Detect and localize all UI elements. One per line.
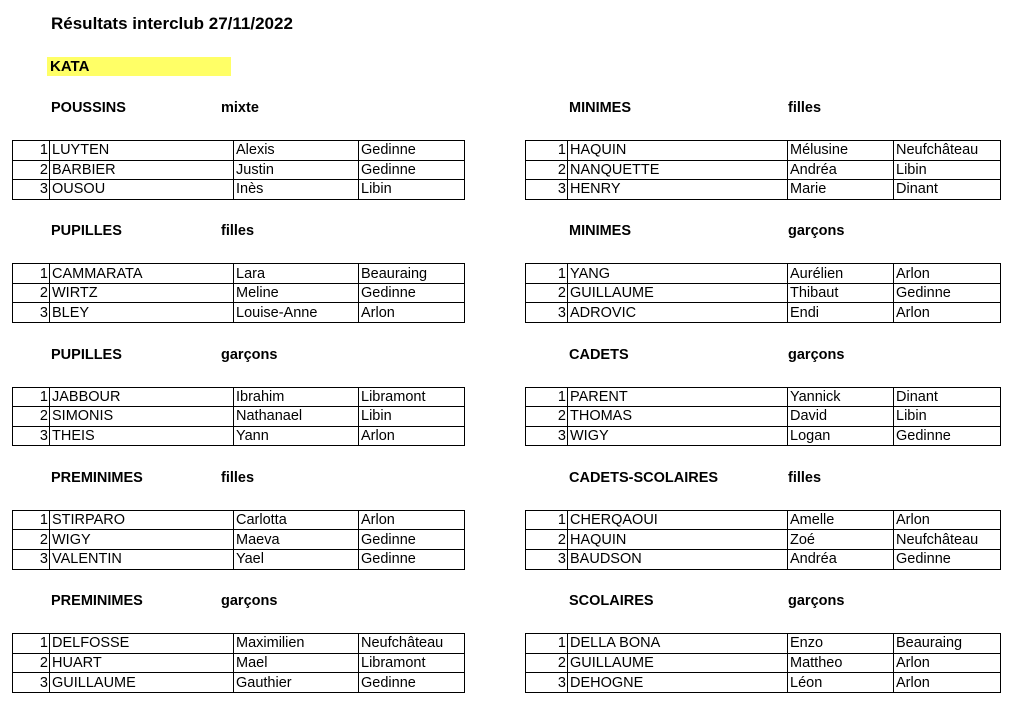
club-cell: Beauraing	[359, 264, 465, 284]
first-name-cell: Endi	[788, 303, 894, 323]
results-section	[12, 223, 492, 346]
last-name-cell: GUILLAUME	[50, 673, 234, 693]
club-cell: Arlon	[894, 653, 1001, 673]
rank-cell: 1	[526, 634, 568, 654]
first-name-cell: Logan	[788, 426, 894, 446]
right-column	[525, 100, 1005, 716]
last-name-cell: BLEY	[50, 303, 234, 323]
page-title: Résultats interclub 27/11/2022	[51, 14, 293, 33]
rank-cell: 2	[526, 283, 568, 303]
section-category: MINIMES	[569, 100, 632, 116]
club-cell: Gedinne	[894, 283, 1001, 303]
rank-cell: 1	[526, 387, 568, 407]
table-row	[13, 180, 465, 200]
last-name-cell: ADROVIC	[568, 303, 788, 323]
results-section	[525, 347, 1005, 470]
club-cell: Gedinne	[359, 673, 465, 693]
first-name-cell: Mattheo	[788, 653, 894, 673]
table-row	[13, 141, 465, 161]
table-row	[13, 550, 465, 570]
section-category: MINIMES	[569, 223, 632, 240]
first-name-cell: Yann	[234, 426, 359, 446]
results-section	[525, 470, 1005, 593]
table-row	[526, 283, 1001, 303]
section-group: garçons	[788, 593, 845, 610]
club-cell: Gedinne	[359, 283, 465, 303]
last-name-cell: PARENT	[568, 387, 788, 407]
table-row	[13, 653, 465, 673]
club-cell: Libin	[359, 180, 465, 200]
table-row	[13, 426, 465, 446]
club-cell: Dinant	[894, 180, 1001, 200]
first-name-cell: Zoé	[788, 530, 894, 550]
rank-cell: 3	[526, 180, 568, 200]
rank-cell: 1	[13, 387, 50, 407]
club-cell: Libin	[894, 160, 1001, 180]
table-row	[526, 407, 1001, 427]
first-name-cell: Maximilien	[234, 634, 359, 654]
first-name-cell: Justin	[234, 160, 359, 180]
first-name-cell: Lara	[234, 264, 359, 284]
rank-cell: 1	[526, 264, 568, 284]
last-name-cell: WIRTZ	[50, 283, 234, 303]
last-name-cell: THOMAS	[568, 407, 788, 427]
rank-cell: 3	[13, 180, 50, 200]
table-row	[13, 283, 465, 303]
last-name-cell: CHERQAOUI	[568, 510, 788, 530]
first-name-cell: Maeva	[234, 530, 359, 550]
club-cell: Gedinne	[359, 530, 465, 550]
table-row	[526, 634, 1001, 654]
rank-cell: 2	[526, 530, 568, 550]
club-cell: Arlon	[359, 303, 465, 323]
first-name-cell: Ibrahim	[234, 387, 359, 407]
first-name-cell: Aurélien	[788, 264, 894, 284]
rank-cell: 2	[13, 160, 50, 180]
first-name-cell: Amelle	[788, 510, 894, 530]
last-name-cell: HUART	[50, 653, 234, 673]
last-name-cell: GUILLAUME	[568, 653, 788, 673]
last-name-cell: HAQUIN	[568, 530, 788, 550]
section-category: CADETS-SCOLAIRES	[569, 469, 719, 486]
results-section	[525, 593, 1005, 716]
rank-cell: 1	[13, 141, 50, 161]
table-row	[13, 387, 465, 407]
rank-cell: 2	[526, 407, 568, 427]
table-row	[526, 303, 1001, 323]
rank-cell: 3	[13, 426, 50, 446]
results-table	[525, 263, 1001, 323]
club-cell: Dinant	[894, 387, 1001, 407]
last-name-cell: VALENTIN	[50, 550, 234, 570]
first-name-cell: Thibaut	[788, 283, 894, 303]
table-row	[526, 530, 1001, 550]
rank-cell: 2	[13, 530, 50, 550]
last-name-cell: HAQUIN	[568, 141, 788, 161]
last-name-cell: LUYTEN	[50, 141, 234, 161]
club-cell: Arlon	[359, 510, 465, 530]
last-name-cell: BAUDSON	[568, 550, 788, 570]
results-section	[525, 100, 1005, 223]
last-name-cell: NANQUETTE	[568, 160, 788, 180]
last-name-cell: CAMMARATA	[50, 264, 234, 284]
table-row	[13, 264, 465, 284]
table-row	[526, 550, 1001, 570]
section-group: filles	[788, 100, 822, 116]
rank-cell: 3	[526, 426, 568, 446]
first-name-cell: Yannick	[788, 387, 894, 407]
last-name-cell: BARBIER	[50, 160, 234, 180]
club-cell: Arlon	[894, 673, 1001, 693]
results-section	[12, 100, 492, 223]
first-name-cell: Marie	[788, 180, 894, 200]
results-table	[12, 263, 465, 323]
club-cell: Arlon	[894, 510, 1001, 530]
results-table	[525, 140, 1001, 200]
club-cell: Arlon	[894, 303, 1001, 323]
section-category: PREMINIMES	[51, 469, 143, 486]
rank-cell: 3	[526, 673, 568, 693]
section-category: CADETS	[569, 346, 629, 363]
rank-cell: 3	[13, 550, 50, 570]
table-row	[526, 141, 1001, 161]
last-name-cell: HENRY	[568, 180, 788, 200]
club-cell: Gedinne	[894, 550, 1001, 570]
first-name-cell: Enzo	[788, 634, 894, 654]
rank-cell: 2	[526, 653, 568, 673]
table-row	[526, 264, 1001, 284]
club-cell: Libin	[894, 407, 1001, 427]
rank-cell: 3	[13, 303, 50, 323]
results-table	[12, 633, 465, 693]
first-name-cell: Alexis	[234, 141, 359, 161]
club-cell: Gedinne	[359, 141, 465, 161]
results-section	[12, 347, 492, 470]
rank-cell: 1	[13, 264, 50, 284]
club-cell: Gedinne	[359, 550, 465, 570]
section-category: PUPILLES	[51, 223, 122, 240]
section-group: garçons	[221, 593, 278, 610]
results-table	[525, 633, 1001, 693]
table-row	[526, 160, 1001, 180]
table-row	[13, 634, 465, 654]
last-name-cell: SIMONIS	[50, 407, 234, 427]
rank-cell: 1	[526, 510, 568, 530]
section-group: garçons	[788, 346, 845, 363]
section-group: mixte	[221, 100, 259, 116]
table-row	[526, 180, 1001, 200]
results-table	[12, 140, 465, 200]
first-name-cell: Léon	[788, 673, 894, 693]
table-row	[13, 673, 465, 693]
club-cell: Arlon	[359, 426, 465, 446]
kata-label: KATA	[47, 57, 231, 76]
table-row	[526, 653, 1001, 673]
table-row	[526, 426, 1001, 446]
table-row	[13, 407, 465, 427]
results-table	[12, 510, 465, 570]
rank-cell: 2	[13, 283, 50, 303]
results-section	[12, 593, 492, 716]
last-name-cell: YANG	[568, 264, 788, 284]
first-name-cell: David	[788, 407, 894, 427]
last-name-cell: JABBOUR	[50, 387, 234, 407]
table-row	[526, 673, 1001, 693]
rank-cell: 2	[13, 407, 50, 427]
last-name-cell: THEIS	[50, 426, 234, 446]
last-name-cell: GUILLAUME	[568, 283, 788, 303]
table-row	[13, 530, 465, 550]
results-table	[525, 510, 1001, 570]
first-name-cell: Carlotta	[234, 510, 359, 530]
rank-cell: 1	[526, 141, 568, 161]
left-column	[12, 100, 492, 716]
first-name-cell: Yael	[234, 550, 359, 570]
last-name-cell: STIRPARO	[50, 510, 234, 530]
section-group: garçons	[788, 223, 845, 240]
rank-cell: 3	[526, 303, 568, 323]
rank-cell: 2	[13, 653, 50, 673]
rank-cell: 1	[13, 634, 50, 654]
club-cell: Libramont	[359, 387, 465, 407]
last-name-cell: DELFOSSE	[50, 634, 234, 654]
club-cell: Gedinne	[359, 160, 465, 180]
last-name-cell: WIGY	[50, 530, 234, 550]
table-row	[526, 510, 1001, 530]
first-name-cell: Nathanael	[234, 407, 359, 427]
last-name-cell: WIGY	[568, 426, 788, 446]
first-name-cell: Gauthier	[234, 673, 359, 693]
club-cell: Gedinne	[894, 426, 1001, 446]
first-name-cell: Inès	[234, 180, 359, 200]
first-name-cell: Mael	[234, 653, 359, 673]
table-row	[526, 387, 1001, 407]
first-name-cell: Andréa	[788, 160, 894, 180]
results-table	[12, 387, 465, 447]
last-name-cell: OUSOU	[50, 180, 234, 200]
section-category: PREMINIMES	[51, 593, 143, 610]
table-row	[13, 303, 465, 323]
results-section	[12, 470, 492, 593]
club-cell: Beauraing	[894, 634, 1001, 654]
section-group: garçons	[221, 346, 278, 363]
rank-cell: 2	[526, 160, 568, 180]
first-name-cell: Andréa	[788, 550, 894, 570]
section-category: SCOLAIRES	[569, 593, 654, 610]
club-cell: Arlon	[894, 264, 1001, 284]
results-section	[525, 223, 1005, 346]
last-name-cell: DELLA BONA	[568, 634, 788, 654]
table-row	[13, 510, 465, 530]
section-group: filles	[221, 223, 255, 240]
section-group: filles	[788, 469, 822, 486]
first-name-cell: Louise-Anne	[234, 303, 359, 323]
table-row	[13, 160, 465, 180]
rank-cell: 3	[13, 673, 50, 693]
club-cell: Libin	[359, 407, 465, 427]
section-category: POUSSINS	[51, 100, 126, 116]
section-group: filles	[221, 469, 255, 486]
results-table	[525, 387, 1001, 447]
club-cell: Neufchâteau	[359, 634, 465, 654]
rank-cell: 1	[13, 510, 50, 530]
club-cell: Neufchâteau	[894, 530, 1001, 550]
club-cell: Neufchâteau	[894, 141, 1001, 161]
rank-cell: 3	[526, 550, 568, 570]
last-name-cell: DEHOGNE	[568, 673, 788, 693]
club-cell: Libramont	[359, 653, 465, 673]
section-category: PUPILLES	[51, 346, 122, 363]
first-name-cell: Meline	[234, 283, 359, 303]
first-name-cell: Mélusine	[788, 141, 894, 161]
